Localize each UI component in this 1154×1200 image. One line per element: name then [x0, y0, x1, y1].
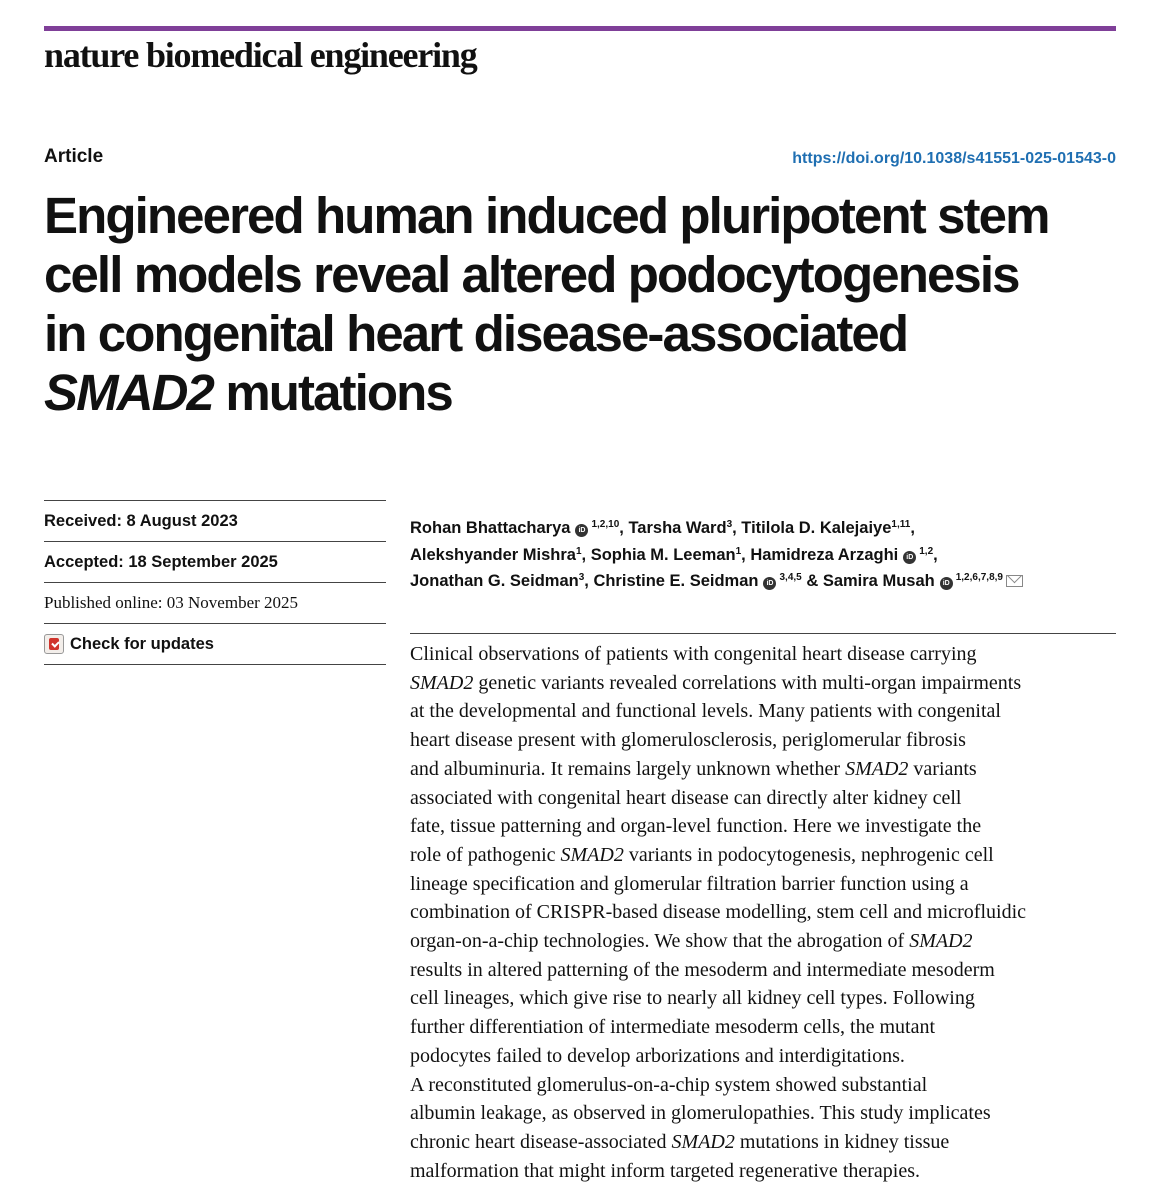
author-name[interactable]	[823, 572, 1003, 590]
author-name-text[interactable]: Titilola D. Kalejaiye	[741, 519, 892, 537]
abstract-text: at the developmental and functional levels. Many patients with congenital	[410, 700, 1001, 723]
author-name-text[interactable]: Hamidreza Arzaghi	[750, 545, 899, 564]
article-title	[44, 186, 1124, 422]
author-name-text[interactable]: Jonathan G. Seidman	[410, 572, 579, 590]
author-separator: ,	[732, 519, 742, 537]
abstract-text: variants	[908, 757, 977, 780]
abstract	[410, 640, 1116, 1185]
author-separator: ,	[741, 545, 751, 564]
abstract-text: organ-on-a-chip technologies. We show that the abrogation of	[410, 930, 910, 953]
author-name[interactable]	[593, 572, 801, 590]
author-name[interactable]	[750, 546, 933, 564]
author-affiliation[interactable]: 1	[575, 545, 582, 557]
author-name[interactable]	[410, 572, 584, 590]
author-separator: ,	[619, 519, 629, 537]
abstract-line	[410, 898, 1116, 927]
gene-name: SMAD2	[671, 1130, 735, 1153]
abstract-text: role of pathogenic	[410, 843, 561, 866]
title-line-1: Engineered human induced pluripotent stem	[44, 187, 1049, 244]
abstract-line	[410, 640, 1116, 669]
author-name-text[interactable]: Tarsha Ward	[628, 519, 727, 537]
abstract-text: and albuminuria. It remains largely unknown whether	[410, 757, 846, 780]
author-affiliation[interactable]: 1,11	[891, 519, 911, 530]
abstract-text: genetic variants revealed correlations with multi-organ impairments	[473, 671, 1022, 694]
title-line-3: in congenital heart disease-associated	[44, 305, 908, 362]
author-list	[410, 515, 1116, 595]
abstract-line	[410, 927, 1116, 956]
title-gene-name: SMAD2	[44, 364, 214, 421]
check-for-updates-icon[interactable]	[44, 634, 64, 654]
author-affiliation[interactable]: 3	[726, 519, 733, 530]
journal-name[interactable]: nature biomedical engineering	[44, 35, 477, 75]
abstract-text: albumin leakage, as observed in glomerulopathies. This study implicates	[410, 1102, 991, 1125]
article-history-panel	[44, 500, 386, 665]
abstract-line	[410, 812, 1116, 841]
author-separator: ,	[584, 572, 594, 590]
abstract-line	[410, 784, 1116, 813]
author-affiliation[interactable]: 3	[578, 572, 585, 583]
author-affiliation[interactable]: 1,2,10	[591, 519, 620, 530]
abstract-line	[410, 1071, 1116, 1100]
author-name-text[interactable]: Alekshyander Mishra	[410, 545, 576, 564]
abstract-text: heart disease present with glomerulosclerosis, periglomerular fibrosis	[410, 729, 966, 752]
orcid-icon[interactable]: iD	[903, 551, 916, 564]
author-separator: ,	[910, 519, 915, 537]
abstract-line	[410, 841, 1116, 870]
abstract-line	[410, 956, 1116, 985]
abstract-text: chronic heart disease-associated	[410, 1130, 672, 1153]
abstract-text: A reconstituted glomerulus-on-a-chip system showed substantial	[410, 1073, 928, 1096]
abstract-line	[410, 1042, 1116, 1071]
author-name[interactable]	[591, 546, 741, 564]
abstract-text: mutations in kidney tissue	[734, 1130, 950, 1153]
abstract-line	[410, 1013, 1116, 1042]
gene-name: SMAD2	[410, 671, 474, 694]
check-for-updates-label[interactable]: Check for updates	[70, 634, 214, 653]
abstract-line	[410, 755, 1116, 784]
published-date: Published online: 03 November 2025	[44, 582, 386, 623]
received-date: Received: 8 August 2023	[44, 500, 386, 541]
email-icon[interactable]	[1006, 575, 1023, 587]
accepted-date: Accepted: 18 September 2025	[44, 541, 386, 582]
gene-name: SMAD2	[560, 843, 624, 866]
author-affiliation[interactable]: 1,2	[919, 545, 934, 557]
orcid-icon[interactable]: iD	[940, 577, 953, 590]
abstract-text: malformation that might inform targeted regenerative therapies.	[410, 1159, 920, 1182]
abstract-line	[410, 870, 1116, 899]
orcid-icon[interactable]: iD	[575, 524, 588, 537]
abstract-divider	[410, 633, 1116, 634]
abstract-text: lineage specification and glomerular filtration barrier function using a	[410, 872, 969, 895]
abstract-text: variants in podocytogenesis, nephrogenic cell	[623, 843, 994, 866]
abstract-line	[410, 697, 1116, 726]
abstract-line	[410, 1157, 1116, 1186]
author-name-text[interactable]: Christine E. Seidman	[593, 572, 759, 590]
abstract-line	[410, 669, 1116, 698]
abstract-text: combination of CRISPR-based disease modelling, stem cell and microfluidic	[410, 901, 1026, 924]
abstract-text: further differentiation of intermediate mesoderm cells, the mutant	[410, 1016, 935, 1039]
author-name[interactable]	[410, 519, 619, 537]
author-name[interactable]	[410, 546, 582, 564]
orcid-icon[interactable]: iD	[763, 577, 776, 590]
abstract-text: podocytes failed to develop arborizations and interdigitations.	[410, 1044, 905, 1067]
abstract-text: cell lineages, which give rise to nearly all kidney cell types. Following	[410, 987, 975, 1010]
author-name-text[interactable]: Sophia M. Leeman	[590, 545, 736, 564]
abstract-line	[410, 984, 1116, 1013]
author-name-text[interactable]: Rohan Bhattacharya	[410, 519, 571, 537]
title-line-4: mutations	[225, 364, 452, 421]
author-affiliation[interactable]: 1,2,6,7,8,9	[955, 572, 1003, 583]
author-name[interactable]	[741, 519, 910, 537]
abstract-text: Clinical observations of patients with congenital heart disease carrying	[410, 643, 977, 665]
abstract-text: associated with congenital heart disease can directly alter kidney cell	[410, 786, 962, 809]
abstract-line	[410, 726, 1116, 755]
abstract-text: results in altered patterning of the mesoderm and intermediate mesoderm	[410, 958, 995, 981]
author-separator: ,	[581, 545, 591, 564]
author-separator: ,	[933, 545, 938, 564]
author-name[interactable]	[628, 519, 732, 537]
author-name-text[interactable]: Samira Musah	[822, 572, 935, 590]
title-line-2: cell models reveal altered podocytogenesis	[44, 246, 1019, 303]
abstract-text: fate, tissue patterning and organ-level function. Here we investigate the	[410, 815, 982, 838]
check-for-updates-button[interactable]	[44, 623, 386, 665]
author-affiliation[interactable]: 1	[735, 545, 742, 557]
gene-name: SMAD2	[845, 757, 909, 780]
journal-accent-rule	[44, 26, 1116, 31]
abstract-line	[410, 1128, 1116, 1157]
author-separator: &	[801, 572, 823, 590]
doi-link[interactable]: https://doi.org/10.1038/s41551-025-01543-0	[792, 150, 1116, 167]
article-type-label: Article	[44, 146, 104, 167]
gene-name: SMAD2	[909, 930, 973, 953]
author-affiliation[interactable]: 3,4,5	[779, 572, 802, 583]
abstract-line	[410, 1099, 1116, 1128]
